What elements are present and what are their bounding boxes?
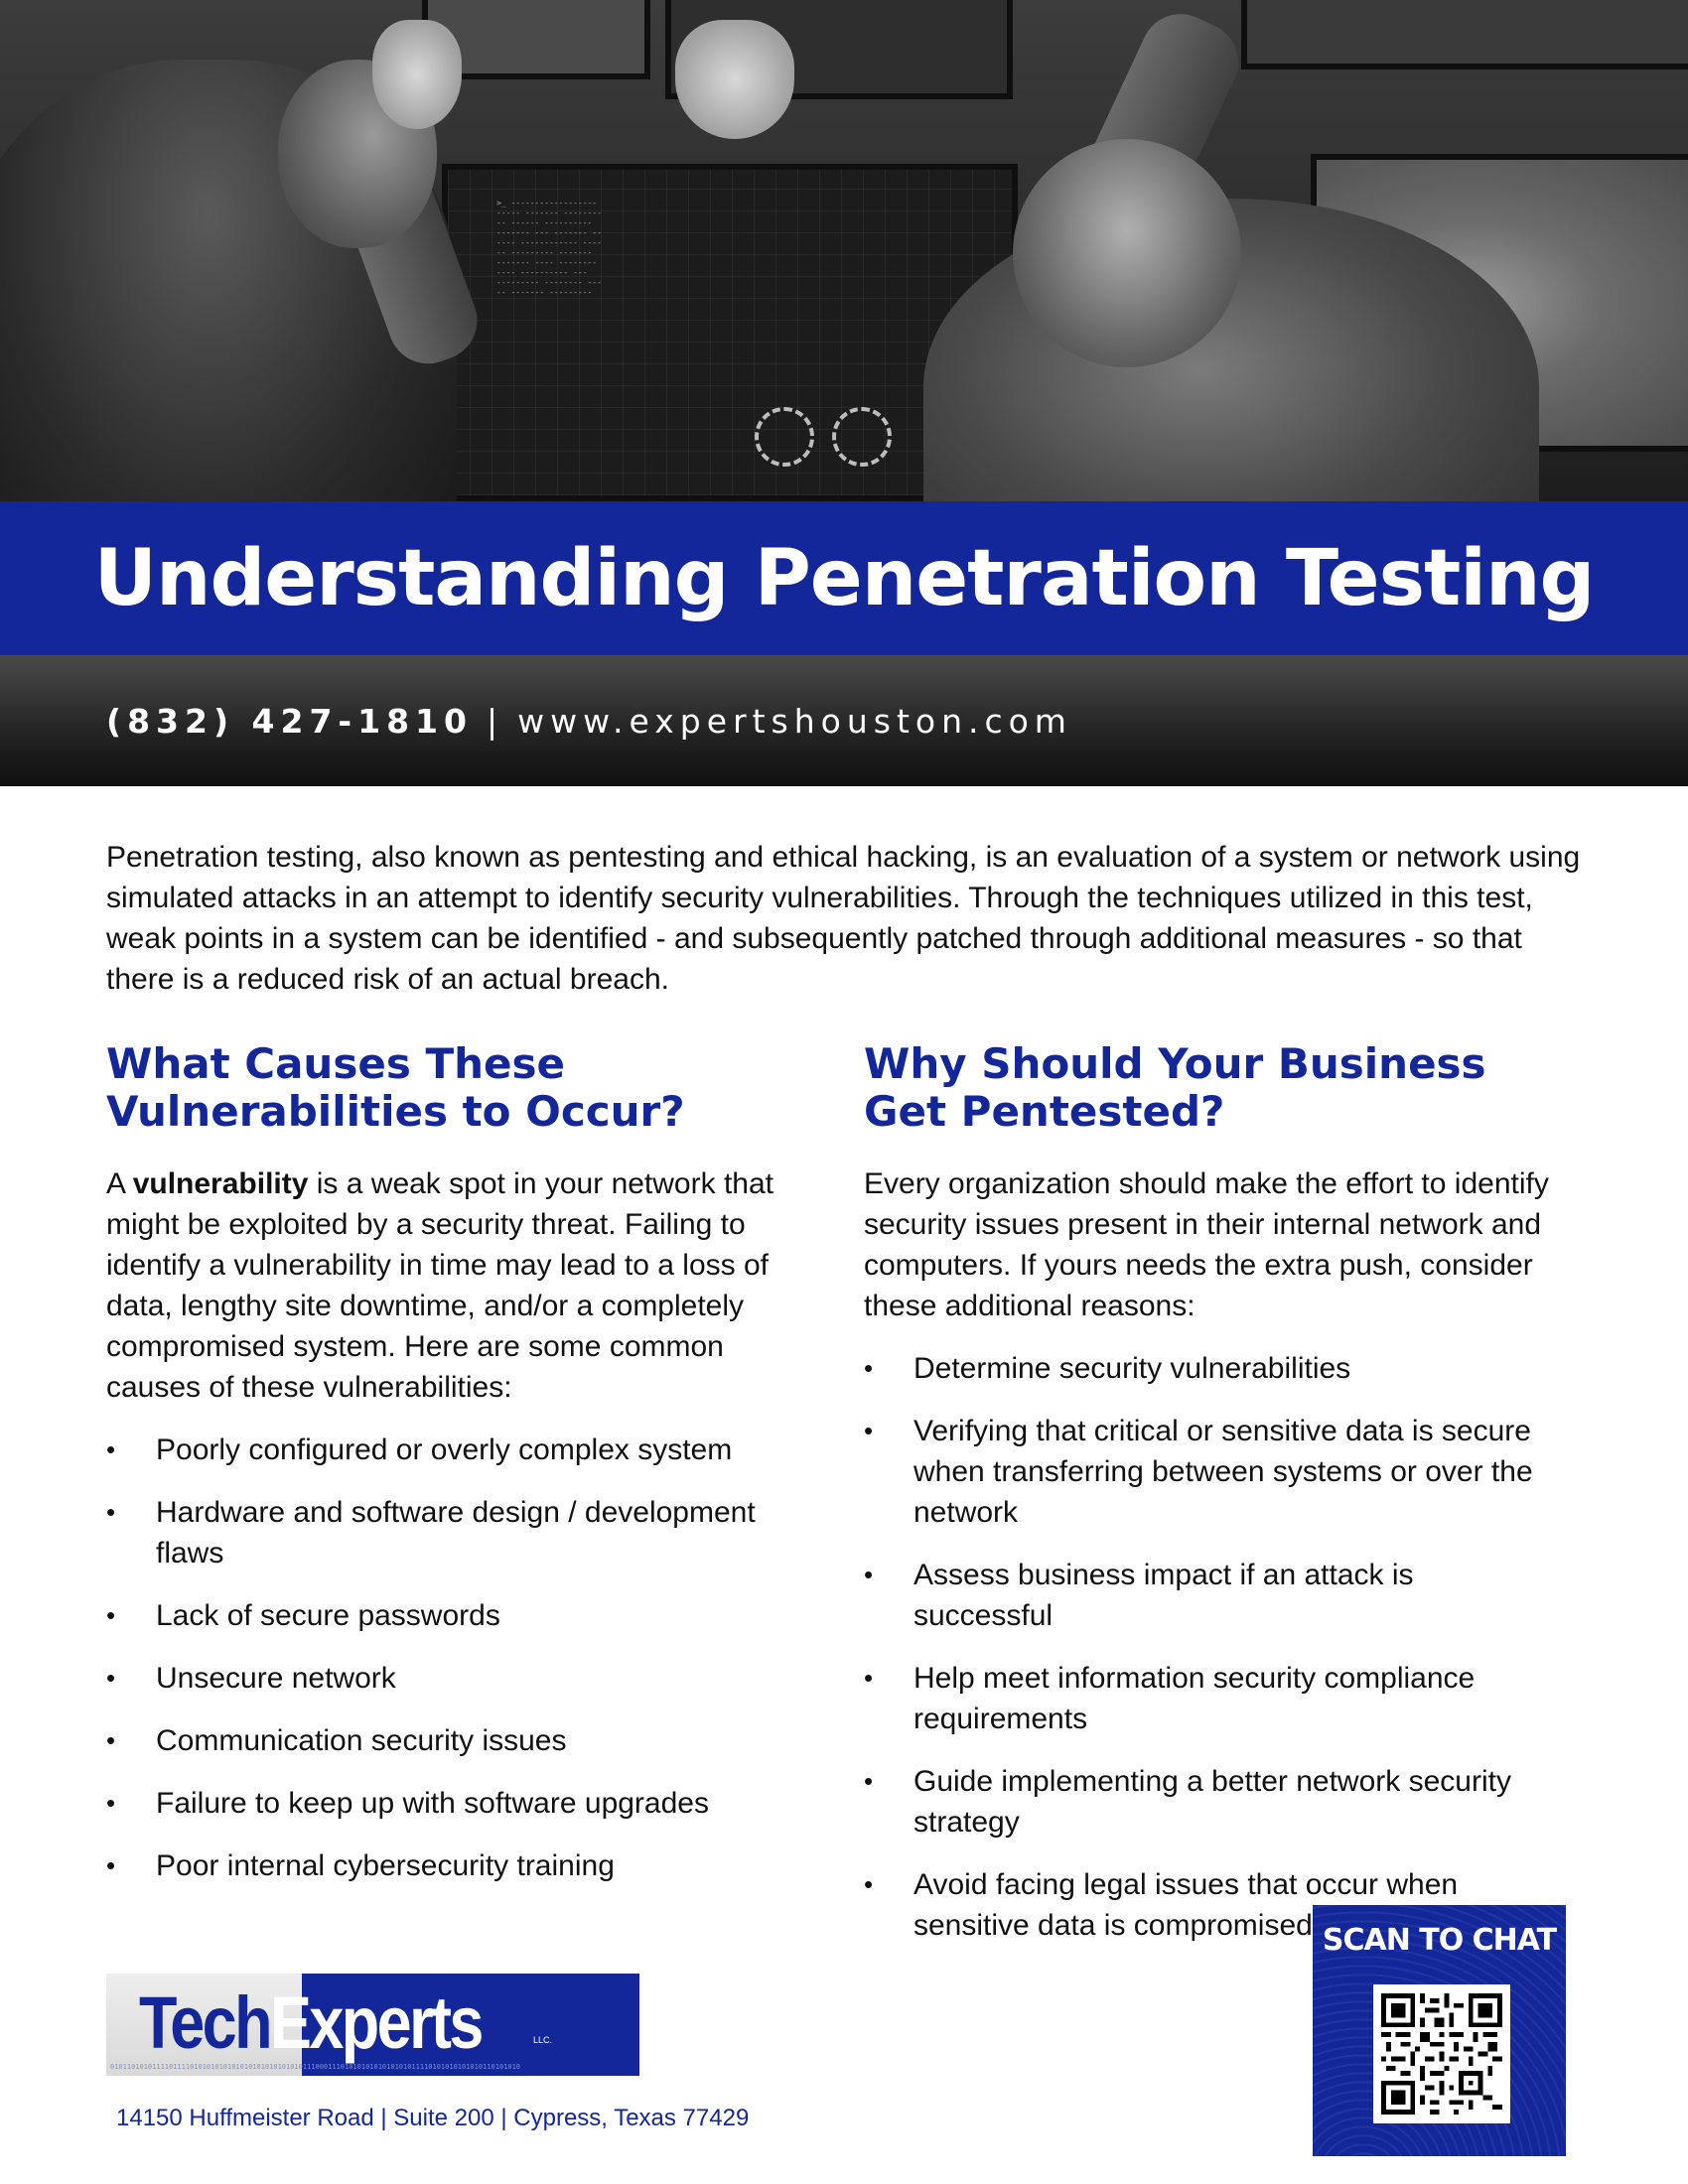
list-item-text: Avoid facing legal issues that occur when sensitive data is compromised	[914, 1868, 1459, 1942]
contact-band	[0, 655, 1688, 786]
list-item	[864, 1411, 1559, 1533]
logo-tech: Tech	[139, 1981, 270, 2064]
text: A	[106, 1167, 133, 1200]
scan-to-chat-block[interactable]	[1313, 1905, 1566, 2156]
qr-code-icon[interactable]	[1373, 1984, 1510, 2123]
list-item	[864, 1658, 1559, 1739]
bullet-icon: •	[106, 1788, 116, 1818]
causes-section	[106, 1040, 801, 1908]
causes-paragraph	[106, 1163, 801, 1408]
bullet-icon: •	[106, 1600, 116, 1630]
code-decoration: >_ ------------------ ----- ------- -------- -- ------ ---------- ------- --- ------- -- ---- ------------ ---- -- --------- ------- ------- ---- -------- ---- ---------- --- --------- -------- --- -- ------- ---------	[496, 199, 602, 297]
list-item	[864, 1761, 1559, 1843]
list-item-text: Lack of secure passwords	[156, 1599, 500, 1632]
bullet-icon: •	[106, 1725, 116, 1755]
list-item-text: Assess business impact if an attack is successful	[914, 1559, 1414, 1632]
bullet-icon: •	[106, 1434, 116, 1464]
causes-list	[106, 1430, 801, 1886]
scan-to-chat-label: SCAN TO CHAT	[1322, 1923, 1557, 1958]
intro-paragraph: Penetration testing, also known as pentesting and ethical hacking, is an evaluation of a system or network using simulated attacks in an attempt to identify security vulnerabilities. Through the techniques utilized in this test, weak points in a system can be identified - and subsequently patched through additional measures - so that there is a reduced risk of an actual breach.	[106, 841, 1581, 996]
list-item-text: Guide implementing a better network security strategy	[914, 1765, 1511, 1839]
list-item-text: Help meet information security compliance requirements	[914, 1662, 1476, 1735]
list-item	[106, 1783, 801, 1824]
qr-code-graphic	[1381, 1992, 1502, 2116]
list-item-text: Communication security issues	[156, 1724, 567, 1757]
list-item-text: Poorly configured or overly complex system	[156, 1433, 733, 1466]
list-item-text: Poor internal cybersecurity training	[156, 1849, 615, 1882]
techexperts-logo	[106, 1974, 639, 2076]
bullet-icon: •	[864, 1869, 874, 1899]
heading-line: What Causes These	[106, 1039, 565, 1088]
list-item	[106, 1492, 801, 1573]
hand	[372, 20, 462, 129]
logo-wordmark	[139, 1983, 482, 2063]
heading-line: Get Pentested?	[864, 1087, 1225, 1136]
website-link[interactable]: www.expertshouston.com	[517, 701, 1072, 741]
vulnerability-term: vulnerability	[132, 1167, 309, 1200]
logo-experts: Experts	[269, 1981, 482, 2064]
hand	[675, 20, 794, 139]
list-item	[106, 1595, 801, 1636]
person-head	[1013, 139, 1241, 367]
causes-heading	[106, 1040, 801, 1136]
page-title: Understanding Penetration Testing	[93, 533, 1595, 623]
bullet-icon: •	[864, 1353, 874, 1383]
bullet-icon: •	[864, 1560, 874, 1589]
title-band	[0, 501, 1688, 655]
bullet-icon: •	[864, 1663, 874, 1693]
company-address: 14150 Huffmeister Road | Suite 200 | Cypress, Texas 77429	[116, 2105, 750, 2131]
bullet-icon: •	[106, 1497, 116, 1527]
hero-photo	[0, 0, 1688, 501]
logo-llc: LLC.	[533, 2035, 553, 2045]
reasons-list	[864, 1348, 1559, 1946]
list-item	[106, 1845, 801, 1886]
list-item	[106, 1720, 801, 1761]
list-item-text: Unsecure network	[156, 1662, 396, 1695]
list-item-text: Verifying that critical or sensitive data is secure when transferring between systems or over the network	[914, 1415, 1533, 1529]
list-item-text: Hardware and software design / development flaws	[156, 1496, 756, 1570]
logo-binary-strip: 01011010101111011110101010101010101010101010101110001110101010101010101011110101010101010110101010	[110, 2063, 521, 2071]
bullet-icon: •	[106, 1850, 116, 1880]
bullet-icon: •	[106, 1663, 116, 1693]
bullet-icon: •	[864, 1766, 874, 1796]
heading-line: Vulnerabilities to Occur?	[106, 1087, 685, 1136]
list-item	[106, 1658, 801, 1699]
reasons-heading	[864, 1040, 1559, 1136]
monitor	[1241, 0, 1688, 69]
list-item	[864, 1348, 1559, 1389]
reasons-section	[864, 1040, 1559, 1968]
separator: |	[486, 701, 504, 741]
hud-circles	[755, 407, 910, 472]
text: is a weak spot in your network that might be exploited by a security threat. Failing to identify a vulnerability in time may lead to a loss of data, lengthy site downtime, and/or a completely compromised system. Here are some common causes of these vulnerabilities:	[106, 1167, 774, 1404]
list-item-text: Determine security vulnerabilities	[914, 1352, 1351, 1385]
list-item	[106, 1430, 801, 1470]
bullet-icon: •	[864, 1416, 874, 1445]
list-item-text: Failure to keep up with software upgrades	[156, 1787, 709, 1820]
heading-line: Why Should Your Business	[864, 1039, 1486, 1088]
list-item	[864, 1555, 1559, 1636]
phone-number[interactable]: (832) 427-1810	[106, 701, 473, 741]
reasons-paragraph: Every organization should make the effort to identify security issues present in their internal network and computers. If yours needs the extra push, consider these additional reasons:	[864, 1167, 1549, 1322]
